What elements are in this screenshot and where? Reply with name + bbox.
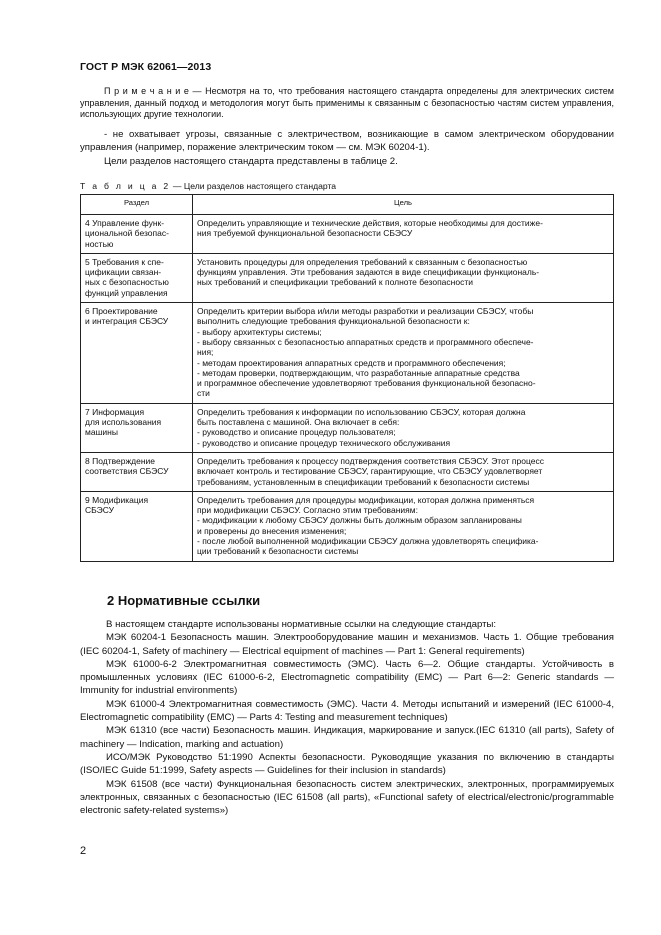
table-intro-paragraph: Цели разделов настоящего стандарта представлены в таблице 2. <box>104 156 398 167</box>
goal-cell-line: - модификации к любому СБЭСУ должны быть должным образом запланированы <box>197 515 522 526</box>
goal-cell <box>193 403 614 452</box>
goal-cell-line: Определить управляющие и технические действия, которые необходимы для достиже- <box>197 218 543 228</box>
goal-cell-line: ции требований к безопасности системы <box>197 546 359 557</box>
goal-cell-line: ния; <box>197 347 214 358</box>
goal-cell-line: Определить требования к информации по использованию СБЭСУ, которая должна <box>197 406 526 417</box>
reference-paragraph: В настоящем стандарте использованы нормативные ссылки на следующие стандарты: <box>106 619 497 630</box>
section-cell-line: соответствия СБЭСУ <box>85 466 169 477</box>
goal-cell-line: и программное обеспечение удовлетворяют требования функциональной безопасно- <box>197 378 536 389</box>
section-cell <box>81 303 193 404</box>
column-header-goal: Цель <box>193 195 614 215</box>
section-cell <box>81 253 193 302</box>
section-cell-line: СБЭСУ <box>85 505 114 516</box>
table-row <box>81 491 614 561</box>
goal-cell <box>193 215 614 254</box>
table-row <box>81 403 614 452</box>
goal-cell-line: - выбору связанных с безопасностью аппаратных средств и программного обеспече- <box>197 336 534 347</box>
section-cell <box>81 452 193 491</box>
goal-cell-line: - руководство и описание процедур пользователя; <box>197 427 396 438</box>
goal-cell-line: ных требований и спецификации требований к полноте безопасности <box>197 277 473 288</box>
reference-paragraph: МЭК 60204-1 Безопасность машин. Электрооборудование машин и механизмов. Часть 1. Общие требования (IEC 60204-1, Safety of machinery — Electrical equipment of machines — Part 1: General requirements) <box>80 632 614 657</box>
goals-table <box>80 194 614 562</box>
goal-cell-line: - методам проверки, подтверждающим, что разработанные аппаратные средства <box>197 367 520 378</box>
section-cell-line: ных с безопасностью <box>85 277 169 288</box>
table-body <box>81 215 614 562</box>
goal-cell-line: и проверены до внесения изменения; <box>197 525 347 536</box>
section-cell-line: функций управления <box>85 287 168 298</box>
table-row <box>81 253 614 302</box>
table-header-row <box>81 195 614 215</box>
table-caption-prefix: Т а б л и ц а 2 <box>80 181 171 191</box>
goal-cell-line: - руководство и описание процедур технического обслуживания <box>197 437 451 448</box>
page-number: 2 <box>80 845 87 857</box>
document-header: ГОСТ Р МЭК 62061—2013 <box>80 61 212 73</box>
section-cell-line: 6 Проектирование <box>85 306 158 317</box>
reference-paragraph: ИСО/МЭК Руководство 51:1990 Аспекты безопасности. Руководящие указания по включению в стандарты (ISO/IEC Guide 51:1999, Safety aspects — Guidelines for their inclusion in standards) <box>80 751 614 777</box>
reference-paragraph: МЭК 61508 (все части) Функциональная безопасность систем электрических, электронных, программируемых электронных, связанных с безопасностью (IEC 61508 (all parts), «Functional safety of electrical/electronic/programmable electronic safety-related systems») <box>80 778 614 817</box>
table-caption <box>80 181 336 191</box>
section-cell-line: 5 Требования к спе- <box>85 256 164 267</box>
section-cell-line: 7 Информация <box>85 406 145 417</box>
goal-cell-line: сти <box>197 388 210 399</box>
reference-paragraph: МЭК 61000-4 Электромагнитная совместимость (ЭМС). Части 4. Методы испытаний и измерений (IEC 61000-4, Electromagnetic compatibility (EMC) — Parts 4: Testing and measurement techniques) <box>80 698 614 724</box>
goal-cell-line: требованиям, установленным в спецификации требований к безопасности системы <box>197 476 530 487</box>
section-title: 2 Нормативные ссылки <box>107 593 261 608</box>
goal-cell <box>193 253 614 302</box>
goal-cell-line: Определить критерии выбора и/или методы разработки и реализации СБЭСУ, чтобы <box>197 306 534 317</box>
section-cell-line: 8 Подтверждение <box>85 455 156 466</box>
goal-cell-line: Установить процедуры для определения требований к связанным с безопасностью <box>197 256 528 267</box>
section-cell-line: 9 Модификация <box>85 494 149 505</box>
goal-cell <box>193 452 614 491</box>
section-cell-line: цификации связан- <box>85 267 162 278</box>
note-paragraph: П р и м е ч а н и е — Несмотря на то, что требования настоящего стандарта определены для электрических систем управления, данный подход и методология могут быть применимы к связанным с безопасностью частям систем управления, использующих другие технологии. <box>80 86 614 120</box>
goal-cell-line: при модификации СБЭСУ. Согласно этим требованиям: <box>197 505 418 516</box>
section-cell <box>81 491 193 561</box>
goal-cell-line: Определить требования к процессу подтверждения соответствия СБЭСУ. Этот процесс <box>197 455 544 466</box>
section-cell <box>81 215 193 254</box>
goal-cell-line: выполнить следующие требования функциональной безопасности к: <box>197 316 470 327</box>
goal-cell-line: ния требуемой функциональной безопасности СБЭСУ <box>197 228 413 239</box>
goal-cell-line: быть поставлена с машиной. Она включает в себя: <box>197 417 400 428</box>
goal-cell-line: - после любой выполненной модификации СБЭСУ должна удовлетворять специфика- <box>197 536 539 547</box>
section-cell-line: для использования <box>85 417 162 428</box>
goal-cell-line: включает контроль и тестирование СБЭСУ, гарантирующие, что СБЭСУ удовлетворяет <box>197 466 543 477</box>
section-cell-line: машины <box>85 427 118 438</box>
bullet-paragraph: - не охватывает угрозы, связанные с электричеством, возникающие в самом электрическом оборудовании управления (например, поражение электрическим током — см. МЭК 60204-1). <box>80 129 614 154</box>
section-cell-line: циональной безопас- <box>85 228 169 239</box>
table-row <box>81 215 614 254</box>
goal-cell-line: - выбору архитектуры системы; <box>197 326 322 337</box>
column-header-section: Раздел <box>81 195 193 215</box>
reference-paragraph: МЭК 61000-6-2 Электромагнитная совместимость (ЭМС). Часть 6—2. Общие стандарты. Устойчивость в промышленных условиях (IEC 61000-6-2, Electromagnetic compatibility (EMC) — Part 6—2: Generic standards — Immunity for industrial environments) <box>80 658 614 697</box>
table-caption-text: — Цели разделов настоящего стандарта <box>170 181 337 191</box>
table-row <box>81 303 614 404</box>
table-row <box>81 452 614 491</box>
goal-cell-line: Определить требования для процедуры модификации, которая должна применяться <box>197 494 535 505</box>
section-cell <box>81 403 193 452</box>
references-block <box>80 618 614 817</box>
goal-cell-line: функциям управления. Эти требования задаются в виде спецификации функциональ- <box>197 267 540 278</box>
section-cell-line: ностью <box>85 238 114 249</box>
goal-cell <box>193 491 614 561</box>
goal-cell-line: - методам проектирования аппаратных средств и программного обеспечения; <box>197 357 506 368</box>
section-cell-line: 4 Управление функ- <box>85 218 165 228</box>
section-cell-line: и интеграция СБЭСУ <box>85 316 169 327</box>
reference-paragraph: МЭК 61310 (все части) Безопасность машин. Индикация, маркирование и запуск.(IEC 61310 (all parts), Safety of machinery — Indication, marking and actuation) <box>80 725 614 750</box>
goal-cell <box>193 303 614 404</box>
